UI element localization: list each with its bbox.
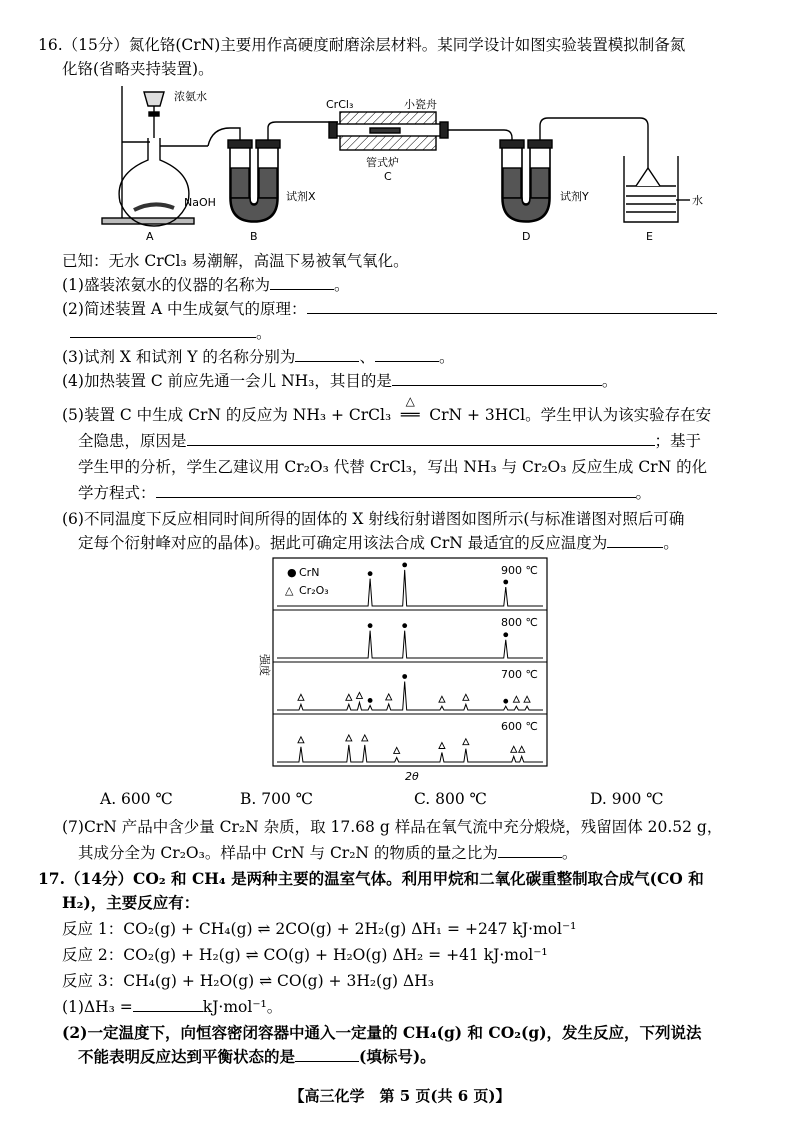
- cr2o3-peak-marker: [346, 735, 352, 741]
- cr2o3-peak-marker: [463, 694, 469, 700]
- label-c: C: [384, 170, 392, 183]
- crn-peak-marker: [402, 674, 407, 679]
- crn-peak-marker: [402, 563, 407, 568]
- answer-blank: [156, 483, 636, 498]
- answer-blank: [498, 843, 562, 858]
- q16-p5-text-d: ；基于: [654, 432, 702, 450]
- option-a: A. 600 ℃: [100, 790, 173, 808]
- crn-peak-marker: [503, 632, 508, 637]
- label-a: A: [146, 230, 154, 243]
- crn-peak-marker: [368, 623, 373, 628]
- label-water: 水: [692, 194, 703, 207]
- cr2o3-peak-marker: [298, 694, 304, 700]
- q16-p6-line1: (6)不同温度下反应相同时间所得的固体的 X 射线衍射谱图如图所示(与标准谱图对照后可确: [62, 510, 685, 528]
- answer-blank: [295, 1047, 359, 1062]
- spectrum-line: [277, 745, 543, 762]
- q16-intro-line1: 16.（15分）氮化铬(CrN)主要用作高硬度耐磨涂层材料。某同学设计如图实验装置模拟制备氮: [38, 36, 686, 54]
- legend-crn-label: CrN: [299, 566, 320, 579]
- round-bottom-flask: [119, 138, 189, 226]
- porcelain-boat: [370, 128, 400, 133]
- q16-p5-line2: [78, 430, 701, 452]
- label-furnace: 管式炉: [366, 156, 399, 169]
- q16-p2-cont: 。: [70, 322, 272, 344]
- q16-p2-text: (2)简述装置 A 中生成氨气的原理：: [62, 300, 307, 318]
- option-c: C. 800 ℃: [414, 790, 488, 808]
- option-d: D. 900 ℃: [590, 790, 664, 808]
- answer-blank: [295, 347, 359, 362]
- q16-p5-line3: 学生甲的分析，学生乙建议用 Cr₂O₃ 代替 CrCl₃，写出 NH₃ 与 Cr₂O₃ 反应生成 CrN 的化: [78, 458, 708, 476]
- q16-p3: (3)试剂 X 和试剂 Y 的名称分别为 、 。: [62, 348, 455, 366]
- q16-p5-text-c: 全隐患，原因是: [78, 432, 187, 450]
- label-reagent-x: 试剂X: [286, 190, 316, 203]
- cr2o3-peak-marker: [356, 692, 362, 698]
- cr2o3-peak-marker: [346, 694, 352, 700]
- answer-blank: [133, 997, 203, 1012]
- q16-p4: (4)加热装置 C 前应先通一会儿 NH₃，其目的是 。: [62, 372, 618, 390]
- q16-p5-text-b: CrN + 3HCl。学生甲认为该实验存在安: [429, 406, 712, 424]
- spectrum-line: [277, 682, 543, 711]
- stand-base: [102, 218, 194, 224]
- cr2o3-peak-marker: [513, 696, 519, 702]
- crn-peak-marker: [368, 698, 373, 703]
- option-b: B. 700 ℃: [240, 790, 314, 808]
- cr2o3-peak-marker: [463, 739, 469, 745]
- cr2o3-peak-marker: [524, 696, 530, 702]
- q17-p1-text-b: kJ·mol⁻¹。: [202, 998, 283, 1016]
- q16-p1: (1)盛装浓氨水的仪器的名称为 。: [62, 276, 350, 294]
- label-boat: 小瓷舟: [404, 98, 437, 111]
- q16-p5-text-a: (5)装置 C 中生成 CrN 的反应为 NH₃ + CrCl₃: [62, 406, 392, 424]
- q16-p3-text: (3)试剂 X 和试剂 Y 的名称分别为: [62, 348, 296, 366]
- y-axis-label: 强度: [258, 654, 271, 676]
- answer-blank: [607, 533, 663, 548]
- cr2o3-peak-marker: [362, 735, 368, 741]
- answer-blank: [70, 323, 256, 338]
- label-naoh: NaOH: [184, 196, 216, 209]
- crn-peak-marker: [368, 571, 373, 576]
- label-d: D: [522, 230, 531, 243]
- q16-p7-line2: 其成分全为 Cr₂O₃。样品中 CrN 与 Cr₂N 的物质的量之比为 。: [78, 844, 578, 862]
- legend-cr2o3: △: [285, 584, 294, 597]
- answer-blank: [375, 347, 439, 362]
- label-reagent-y: 试剂Y: [560, 190, 589, 203]
- cr2o3-peak-marker: [386, 694, 392, 700]
- q17-p2-text-b: 不能表明反应达到平衡状态的是: [78, 1047, 296, 1066]
- q17-p2-line2: [78, 1046, 436, 1068]
- page-footer: 【高三化学 第 5 页(共 6 页)】: [289, 1087, 511, 1105]
- separatory-funnel: [144, 92, 164, 106]
- heat-condition: △: [405, 394, 415, 408]
- crn-peak-marker: [503, 580, 508, 585]
- q17-p2-text-c: (填标号)。: [359, 1047, 436, 1066]
- q16-p4-text: (4)加热装置 C 前应先通一会儿 NH₃，其目的是: [62, 372, 392, 390]
- temperature-label: 900 ℃: [501, 564, 538, 577]
- q16-p1-text: (1)盛装浓氨水的仪器的名称为: [62, 276, 270, 294]
- crn-peak-marker: [503, 699, 508, 704]
- cr2o3-peak-marker: [511, 746, 517, 752]
- answer-blank: [187, 431, 655, 446]
- q16-p5-text-f: 学方程式：: [78, 484, 156, 502]
- q17-reaction-1: 反应 1：CO₂(g) + CH₄(g) ⇌ 2CO(g) + 2H₂(g) ΔH₁ = +247 kJ·mol⁻¹: [62, 920, 577, 938]
- label-b: B: [250, 230, 258, 243]
- q17-p2-line1: (2)一定温度下，向恒容密闭容器中通入一定量的 CH₄(g) 和 CO₂(g)，发生反应，下列说法: [62, 1023, 702, 1042]
- cr2o3-peak-marker: [298, 737, 304, 743]
- temperature-label: 600 ℃: [501, 720, 538, 733]
- label-e: E: [646, 230, 653, 243]
- q16-p2: [62, 298, 717, 320]
- x-axis-label: 2θ: [405, 770, 419, 783]
- answer-blank: [270, 275, 334, 290]
- q16-p6-line2: 定每个衍射峰对应的晶体)。据此可确定用该法合成 CrN 最适宜的反应温度为 。: [78, 534, 679, 552]
- apparatus-diagram: [100, 82, 703, 247]
- q16-intro-line2: 化铬(省略夹持装置)。: [62, 60, 214, 78]
- answer-blank: [307, 299, 717, 314]
- temperature-label: 800 ℃: [501, 616, 538, 629]
- temperature-label: 700 ℃: [501, 668, 538, 681]
- q16-p6-text-b: 定每个衍射峰对应的晶体)。据此可确定用该法合成 CrN 最适宜的反应温度为: [78, 534, 608, 552]
- q17-intro-line2: H₂)，主要反应有：: [62, 893, 200, 912]
- q16-p7-line1: (7)CrN 产品中含少量 Cr₂N 杂质，取 17.68 g 样品在氧气流中充分煅烧，残留固体 20.52 g，: [62, 818, 723, 836]
- q16-known: 已知：无水 CrCl₃ 易潮解，高温下易被氧气氧化。: [62, 252, 409, 270]
- q17-reaction-2: 反应 2：CO₂(g) + H₂(g) ⇌ CO(g) + H₂O(g) ΔH₂ = +41 kJ·mol⁻¹: [62, 946, 548, 964]
- cr2o3-peak-marker: [519, 746, 525, 752]
- q17-intro-line1: 17.（14分）CO₂ 和 CH₄ 是两种主要的温室气体。利用甲烷和二氧化碳重整制取合成气(CO 和: [38, 869, 704, 888]
- legend-crn: ●: [287, 566, 297, 579]
- q17-p1: [62, 996, 282, 1018]
- cr2o3-peak-marker: [439, 696, 445, 702]
- label-conc-ammonia: 浓氨水: [174, 90, 207, 103]
- q17-p1-text-a: (1)ΔH₃ =: [62, 998, 133, 1016]
- reaction-arrow: △ ══: [391, 404, 429, 426]
- cr2o3-peak-marker: [394, 747, 400, 753]
- label-crcl3: CrCl₃: [326, 98, 354, 111]
- crn-peak-marker: [402, 623, 407, 628]
- q16-p5-line1: [62, 394, 712, 426]
- q16-p5-line4: 学方程式： 。: [78, 484, 652, 502]
- cr2o3-peak-marker: [439, 743, 445, 749]
- q16-p7-text-b: 其成分全为 Cr₂O₃。样品中 CrN 与 Cr₂N 的物质的量之比为: [78, 844, 498, 862]
- spectrum-line: [277, 631, 543, 658]
- legend-cr2o3-label: Cr₂O₃: [299, 584, 329, 597]
- xrd-chart: [255, 556, 555, 784]
- q17-reaction-3: 反应 3：CH₄(g) + H₂O(g) ⇌ CO(g) + 3H₂(g) ΔH₃: [62, 972, 434, 990]
- answer-blank: [392, 371, 602, 386]
